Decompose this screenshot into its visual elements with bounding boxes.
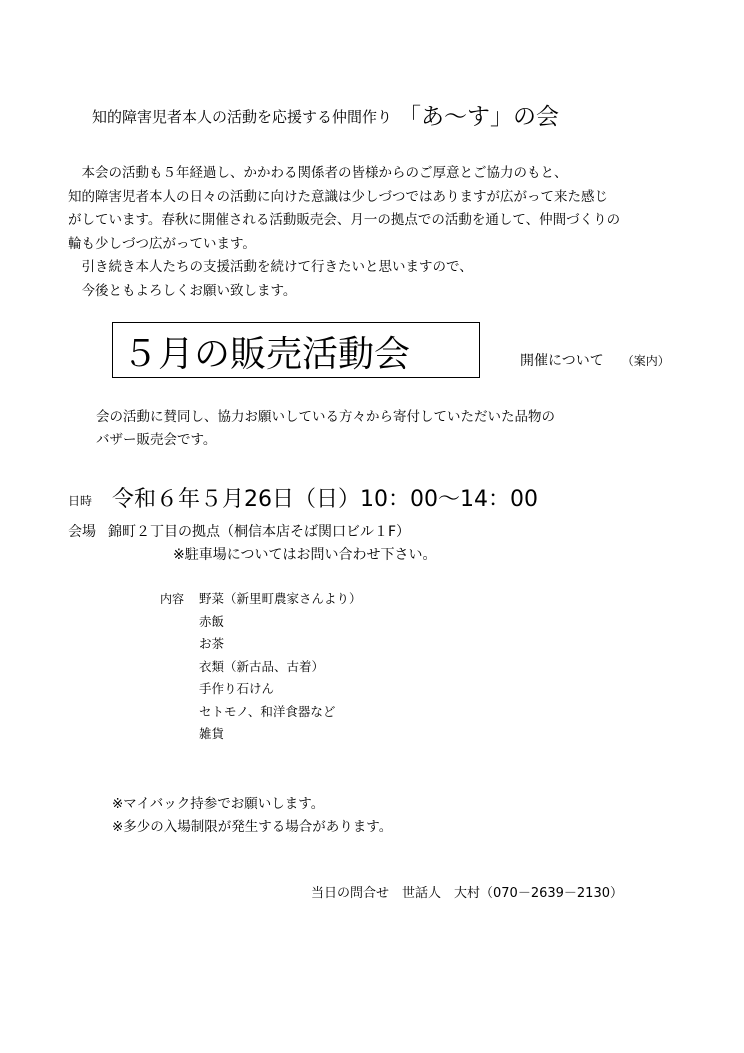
venue-label: 会場 xyxy=(68,524,96,540)
flyer-heading xyxy=(92,98,559,131)
contact-info: 当日の問合せ 世話人 大村（070－2639－2130） xyxy=(311,886,623,901)
event-subtitle-text: 開催について xyxy=(520,353,604,369)
list-item: 野菜（新里町農家さんより） xyxy=(199,591,362,606)
list-item: 衣類（新古品、古着） xyxy=(199,658,325,674)
list-item: 雑貨 xyxy=(199,726,225,741)
note-item: ※マイバック持参でお願いします。 xyxy=(112,796,325,812)
contents-list xyxy=(199,588,362,746)
contents-label: 内容 xyxy=(160,592,185,606)
intro-paragraph xyxy=(68,162,620,303)
datetime-label: 日時 xyxy=(68,494,93,508)
event-description xyxy=(96,406,555,452)
heading-text: 知的障害児者本人の活動を応援する仲間作り xyxy=(92,108,393,126)
intro-line: 今後ともよろしくお願い致します。 xyxy=(68,282,297,299)
description-line: 会の活動に賛同し、協力お願いしている方々から寄付していただいた品物の xyxy=(96,409,555,425)
list-item: お茶 xyxy=(199,636,225,651)
event-title: ５月の販売活動会 xyxy=(122,334,411,375)
datetime-value: 令和６年５月26日（日）10：00～14：00 xyxy=(112,487,538,512)
venue-value: 錦町２丁目の拠点（桐信本店そば関口ビル１F） xyxy=(108,524,411,540)
list-item: 手作り石けん xyxy=(199,681,275,696)
description-line: バザー販売会です。 xyxy=(96,432,217,448)
intro-line: 知的障害児者本人の日々の活動に向けた意識は少しづつではありますが広がって来た感じ xyxy=(68,188,608,205)
intro-line: 本会の活動も５年経過し、かかわる関係者の皆様からのご厚意とご協力のもと、 xyxy=(68,165,568,181)
venue-row xyxy=(68,521,410,541)
event-subtitle-note: （案内） xyxy=(621,354,670,368)
list-item: 赤飯 xyxy=(199,613,225,629)
notes xyxy=(112,793,392,838)
list-item: セトモノ、和洋食器など xyxy=(199,703,336,719)
intro-line: 輪も少しづつ広がっています。 xyxy=(68,235,256,252)
intro-line: がしています。春秋に開催される活動販売会、月一の拠点での活動を通して、仲間づくりの xyxy=(68,212,621,228)
intro-line: 引き続き本人たちの支援活動を続けて行きたいと思いますので、 xyxy=(68,259,473,275)
event-subtitle xyxy=(520,350,670,370)
organization-name: 「あ～す」の会 xyxy=(398,104,560,130)
note-item: ※多少の入場制限が発生する場合があります。 xyxy=(112,818,393,835)
parking-note: ※駐車場についてはお問い合わせ下さい。 xyxy=(173,547,437,563)
